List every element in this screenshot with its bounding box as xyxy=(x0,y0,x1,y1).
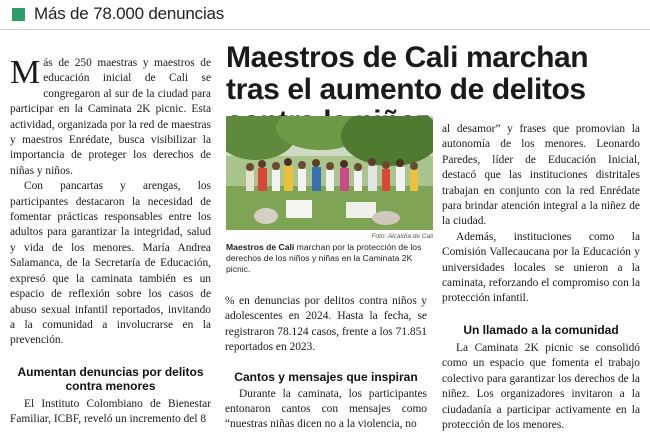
subhead-cantos: Cantos y mensajes que inspiran xyxy=(234,369,418,384)
article-headline: Maestros de Cali marchan tras el aumento de delitos xyxy=(226,41,589,106)
subhead-llamado: Un llamado a la comunidad xyxy=(463,322,619,337)
column-1 xyxy=(10,56,211,428)
march-photo-illustration xyxy=(226,116,433,230)
column-3 xyxy=(442,122,640,433)
col1-paragraph-2: Con pancartas y arengas, los participantes destacaron la necesidad de fomentar prácticas responsables entre los adultos para garantizar la integridad, salud y vida de los menores. María Andrea Salamanca, de la Secretaría de Educación, expresó que la caminata también es un espacio de reflexión sobre los casos de abuso sexual infantil reportados, invitando a la comunidad a involucrarse en la prevención. xyxy=(10,180,211,347)
photo-caption-text: marchan por la protección de los derechos de los niños y niñas en la Caminata 2K picnic. xyxy=(226,242,422,274)
col2-paragraph-2: Durante la caminata, los participantes entonaron cantos con mensajes como “nuestras niñas dicen no a la violencia, no xyxy=(225,387,427,431)
section-kicker: Más de 78.000 denuncias xyxy=(34,4,225,23)
col3-paragraph-3: La Caminata 2K picnic se consolidó como un espacio que fomenta el trabajo colectivo para garantizar los derechos de la niñez. Los organizadores invitaron a la ciudadanía a participar activamente en la protección de los menores. xyxy=(442,341,640,431)
subhead-denuncias: Aumentan denuncias por delitos contra menores xyxy=(17,364,204,393)
col3-paragraph-1: al desamor” y frases que promovian la autonomía de los menores. Leonardo Paredes, líder de Educación Inicial, destacó que las instituciones distritales trabajan en conjunto con la red Enrédate para brindar atención integral a la niñez de la ciudad. xyxy=(442,123,640,228)
article-photo xyxy=(226,116,433,230)
column-2 xyxy=(225,294,427,433)
drop-cap: M xyxy=(10,54,41,91)
photo-caption xyxy=(226,242,433,275)
col1-paragraph-1 xyxy=(10,56,211,179)
col1-paragraph-3: El Instituto Colombiano de Bienestar Familiar, ICBF, reveló un incremento del 8 xyxy=(10,397,211,426)
col1-paragraph-1-text: ás de 250 maestras y maestros de educación inicial de Cali se congregaron al sur de la ciudad para participar en la Caminata 2K picnic. Esta actividad, organizada por la red de maestras y maestros Enrédate, busca visibilizar la importancia de proteger los derechos de niñas y niños. xyxy=(10,57,211,177)
photo-credit: Foto: Alcaldía de Cali xyxy=(371,233,433,240)
col3-paragraph-2: Además, instituciones como la Comisión Vallecaucana por la Educación y universidades locales se unieron a la caminata, reforzando el compromiso con la protección infantil. xyxy=(442,230,640,305)
section-accent-square xyxy=(12,8,25,21)
col2-paragraph-1: % en denuncias por delitos contra niños y adolescentes en 2024. Hasta la fecha, se registraron 78.124 casos, frente a los 71.851 reportados en 2023. xyxy=(225,295,427,354)
photo-caption-lead: Maestros de Cali xyxy=(226,242,295,252)
section-header xyxy=(0,0,650,30)
